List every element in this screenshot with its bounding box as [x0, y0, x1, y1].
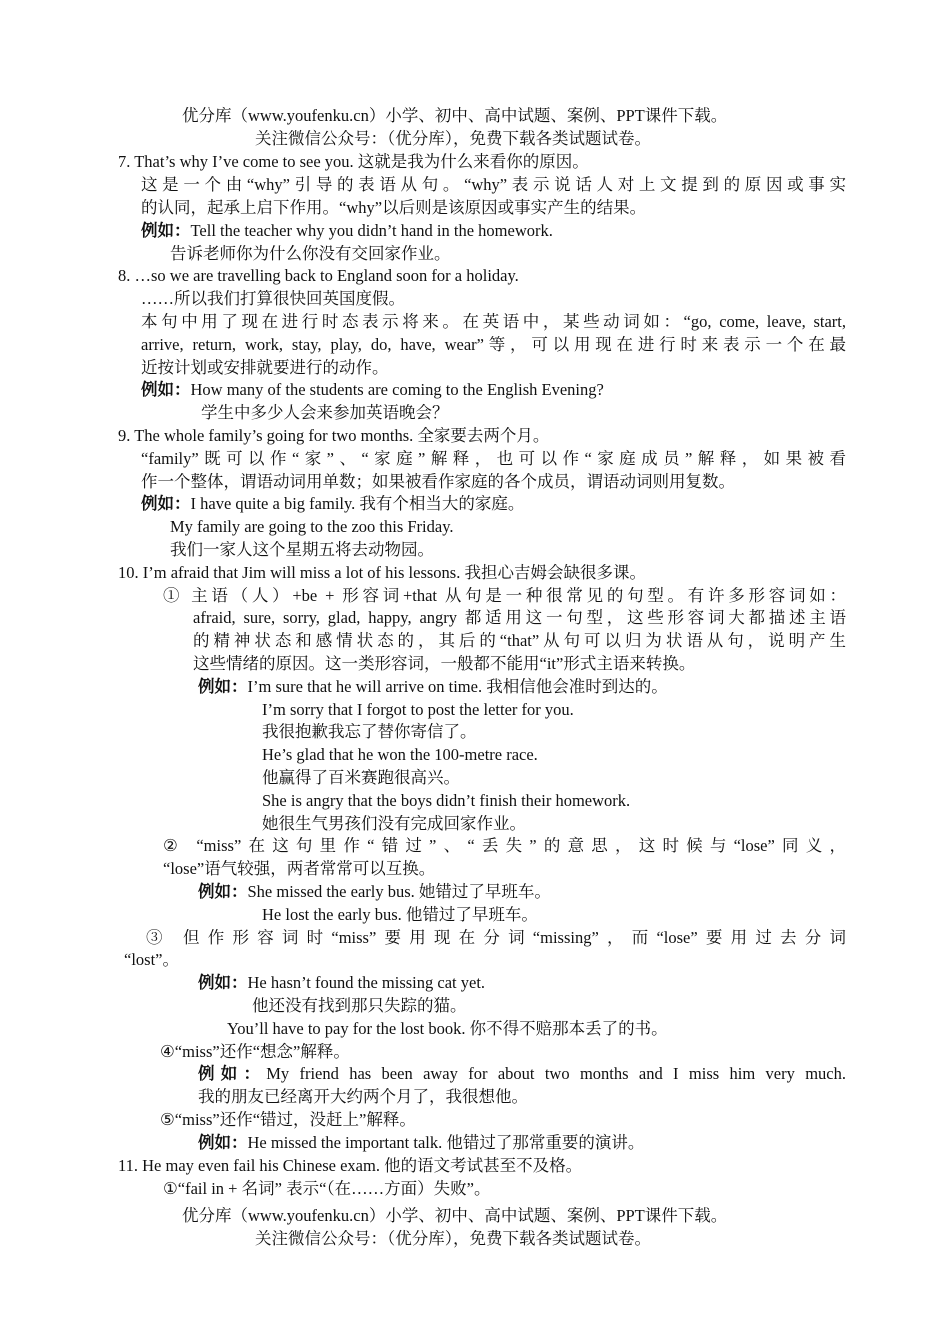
item-10-point-1-line-4: 这些情绪的原因。这一类形容词，一般都不能用“it”形式主语来转换。: [193, 654, 696, 673]
item-10-point-5-example-text: He missed the important talk. 他错过了那常重要的演讲。: [247, 1133, 645, 1152]
item-7-explanation-2: 的认同，起承上启下作用。“why”以后则是该原因或事实产生的结果。: [141, 198, 647, 217]
footer-line-1: 优分库（www.youfenku.cn）小学、初中、高中试题、案例、PPT课件下载。: [182, 1206, 728, 1225]
item-10-point-3-example-2: You’ll have to pay for the lost book. 你不得不赔那本丢了的书。: [227, 1019, 668, 1038]
item-8-explanation-3: 近按计划或安排就要进行的动作。: [141, 358, 389, 377]
item-8-explanation-1: 本句中用了现在进行时态表示将来。在英语中，某些动词如：“go, come, leave, start,: [141, 312, 846, 331]
item-7-example: [141, 219, 553, 242]
item-7-example-en: Tell the teacher why you didn’t hand in the homework.: [190, 221, 553, 240]
item-10-point-1-example-4-en: She is angry that the boys didn’t finish their homework.: [262, 791, 631, 810]
item-10-point-2-example-2: He lost the early bus. 他错过了早班车。: [262, 905, 538, 924]
item-10-point-4-example-cn: 我的朋友已经离开大约两个月了，我很想他。: [198, 1087, 528, 1106]
item-9-title: 9. The whole family’s going for two months. 全家要去两个月。: [118, 426, 550, 445]
item-10-point-1-line-2: afraid, sure, sorry, glad, happy, angry 都适用这一句型，这些形容词大都描述主语: [193, 608, 846, 627]
example-label: 例如：: [141, 494, 191, 513]
item-10-point-3-line-2: “lost”。: [124, 950, 179, 969]
item-10-point-1-line-1: ① 主语（人）+be + 形容词+that 从句是一种很常见的句型。有许多形容词如：: [163, 586, 846, 605]
header-line-1: 优分库（www.youfenku.cn）小学、初中、高中试题、案例、PPT课件下载。: [182, 106, 728, 125]
example-label: 例如：: [198, 1133, 248, 1152]
example-label: 例如：: [141, 221, 191, 240]
example-label: 例如：: [198, 677, 248, 696]
item-9-example-2-en: My family are going to the zoo this Friday.: [170, 517, 454, 536]
item-9-example-1-text: I have quite a big family. 我有个相当大的家庭。: [190, 494, 525, 513]
example-label: 例如：: [198, 882, 248, 901]
example-label: 例如：: [198, 973, 248, 992]
item-9-explanation-2: 作一个整体，谓语动词用单数；如果被看作家庭的各个成员，谓语动词则用复数。: [141, 472, 735, 491]
item-10-point-2-line-2: “lose”语气较强，两者常常可以互换。: [163, 859, 436, 878]
item-10-point-4-example-en-text: My friend has been away for about two months and I miss him very much.: [266, 1064, 846, 1083]
header-line-2: 关注微信公众号：（优分库），免费下载各类试题试卷。: [255, 129, 651, 148]
item-8-title: 8. …so we are travelling back to England soon for a holiday.: [118, 266, 519, 285]
item-10-point-4-line-1: ④“miss”还作“想念”解释。: [160, 1042, 350, 1061]
item-8-example-en: How many of the students are coming to the English Evening?: [190, 380, 604, 399]
item-10-point-1-example-3-cn: 他赢得了百米赛跑很高兴。: [262, 768, 460, 787]
item-10-point-1-example-1: [198, 675, 668, 698]
item-10-point-1-example-2-en: I’m sorry that I forgot to post the letter for you.: [262, 700, 574, 719]
item-10-point-4-example-en: [198, 1062, 846, 1085]
item-8-example-cn: 学生中多少人会来参加英语晚会？: [201, 403, 449, 422]
item-10-point-3-example-1-en-text: He hasn’t found the missing cat yet.: [247, 973, 486, 992]
item-10-point-2-example-1: [198, 880, 551, 903]
item-10-point-3-line-1: ③ 但作形容词时“miss”要用现在分词“missing”，而“lose”要用过去分词: [146, 928, 846, 947]
item-7-example-cn: 告诉老师你为什么你没有交回家作业。: [170, 244, 451, 263]
item-8-explanation-2: arrive, return, work, stay, play, do, have, wear”等，可以用现在进行时来表示一个在最: [141, 335, 846, 354]
item-10-point-5-line-1: ⑤“miss”还作“错过，没赶上”解释。: [160, 1110, 416, 1129]
item-10-point-5-example: [198, 1131, 644, 1154]
item-9-example-2-cn: 我们一家人这个星期五将去动物园。: [170, 540, 434, 559]
item-7-explanation-1: 这是一个由“why”引导的表语从句。“why”表示说话人对上文提到的原因或事实: [141, 175, 846, 194]
item-11-point-1: ①“fail in + 名词” 表示“（在……方面）失败”。: [163, 1179, 491, 1198]
item-8-example: [141, 378, 604, 401]
item-8-title-cn: ……所以我们打算很快回英国度假。: [141, 289, 405, 308]
example-label: 例如：: [141, 380, 191, 399]
item-7-title: 7. That’s why I’ve come to see you. 这就是我为什么来看你的原因。: [118, 152, 589, 171]
item-10-point-1-example-1-text: I’m sure that he will arrive on time. 我相信他会准时到达的。: [247, 677, 668, 696]
item-10-point-1-line-3: 的精神状态和感情状态的，其后的“that”从句可以归为状语从句，说明产生: [193, 631, 846, 650]
item-9-example-1: [141, 492, 524, 515]
item-11-title: 11. He may even fail his Chinese exam. 他的语文考试甚至不及格。: [118, 1156, 583, 1175]
example-label: 例如：: [198, 1064, 267, 1083]
item-10-point-1-example-3-en: He’s glad that he won the 100-metre race.: [262, 745, 538, 764]
item-10-point-2-example-1-text: She missed the early bus. 她错过了早班车。: [247, 882, 551, 901]
item-10-point-3-example-1-cn: 他还没有找到那只失踪的猫。: [252, 996, 467, 1015]
item-10-point-2-line-1: ② “miss”在这句里作“错过”、“丢失”的意思，这时候与“lose”同义，: [163, 836, 846, 855]
footer-line-2: 关注微信公众号：（优分库），免费下载各类试题试卷。: [255, 1229, 651, 1248]
item-10-point-1-example-4-cn: 她很生气男孩们没有完成回家作业。: [262, 814, 526, 833]
item-10-title: 10. I’m afraid that Jim will miss a lot of his lessons. 我担心吉姆会缺很多课。: [118, 563, 646, 582]
item-10-point-3-example-1-en: [198, 971, 485, 994]
item-9-explanation-1: “family”既可以作“家”、“家庭”解释，也可以作“家庭成员”解释，如果被看: [141, 449, 846, 468]
item-10-point-1-example-2-cn: 我很抱歉我忘了替你寄信了。: [262, 722, 477, 741]
